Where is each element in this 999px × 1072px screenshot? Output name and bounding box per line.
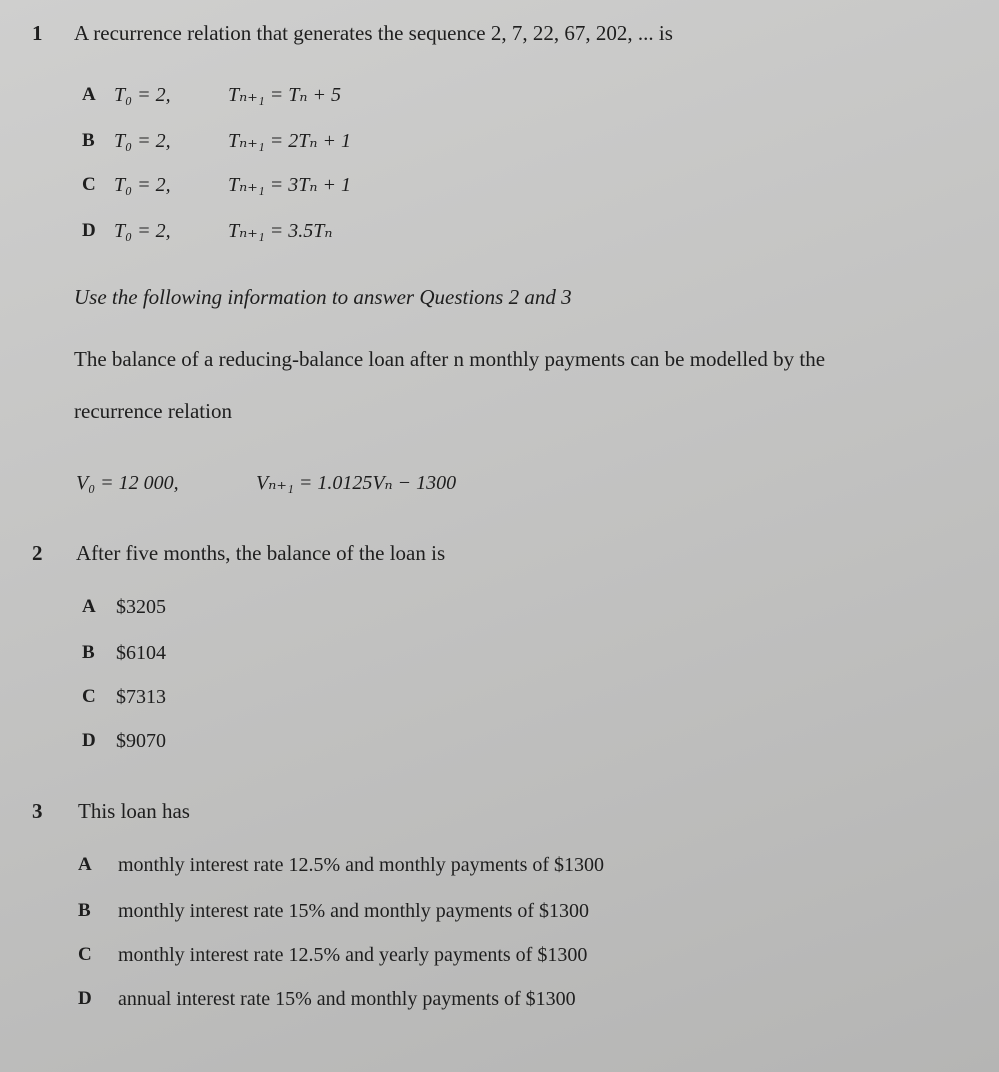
q1-option-b-initial: T₀ = 2, <box>114 130 171 152</box>
q2-option-a-text: $3205 <box>116 596 166 618</box>
recurrence-rule: Vₙ₊₁ = 1.0125Vₙ − 1300 <box>256 472 457 494</box>
q2-option-c-letter: C <box>82 686 96 707</box>
q2-option-c-text: $7313 <box>116 686 166 708</box>
info-line-2: recurrence relation <box>74 399 232 423</box>
q3-option-d-text: annual interest rate 15% and monthly payments of $1300 <box>118 988 576 1010</box>
question-2-number: 2 <box>32 541 43 565</box>
q1-option-c-letter: C <box>82 174 96 195</box>
q3-option-a-text: monthly interest rate 12.5% and monthly payments of $1300 <box>118 854 605 876</box>
q1-option-d-initial: T₀ = 2, <box>114 220 171 242</box>
q2-option-b-letter: B <box>82 642 95 663</box>
q1-option-c-rule: Tₙ₊₁ = 3Tₙ + 1 <box>228 174 351 196</box>
question-2-stem: After five months, the balance of the loan is <box>76 541 446 565</box>
q2-option-d-letter: D <box>82 730 96 751</box>
q1-option-d-letter: D <box>82 220 96 241</box>
q1-option-a-letter: A <box>82 84 96 105</box>
q3-option-c-text: monthly interest rate 12.5% and yearly payments of $1300 <box>118 944 588 966</box>
q2-option-b-text: $6104 <box>116 642 166 664</box>
info-instruction: Use the following information to answer Questions 2 and 3 <box>74 285 572 309</box>
info-line-1: The balance of a reducing-balance loan after n monthly payments can be modelled by the <box>74 347 826 371</box>
q3-option-b-letter: B <box>78 900 91 921</box>
q3-option-d-letter: D <box>78 988 92 1009</box>
q1-option-d-rule: Tₙ₊₁ = 3.5Tₙ <box>228 220 333 242</box>
q1-option-b-letter: B <box>82 130 95 151</box>
q3-option-c-letter: C <box>78 944 92 965</box>
q1-option-a-initial: T₀ = 2, <box>114 84 171 106</box>
q1-option-c-initial: T₀ = 2, <box>114 174 171 196</box>
question-1-stem: A recurrence relation that generates the sequence 2, 7, 22, 67, 202, ... is <box>74 21 673 45</box>
question-3-number: 3 <box>32 799 43 823</box>
q1-option-b-rule: Tₙ₊₁ = 2Tₙ + 1 <box>228 130 351 152</box>
q2-option-d-text: $9070 <box>116 730 166 752</box>
q2-option-a-letter: A <box>82 596 96 617</box>
recurrence-initial-value: V₀ = 12 000, <box>76 472 179 494</box>
q1-option-a-rule: Tₙ₊₁ = Tₙ + 5 <box>228 84 341 106</box>
q3-option-a-letter: A <box>78 854 92 875</box>
q3-option-b-text: monthly interest rate 15% and monthly payments of $1300 <box>118 900 590 922</box>
question-3-stem: This loan has <box>78 799 190 823</box>
question-1-number: 1 <box>32 21 43 45</box>
